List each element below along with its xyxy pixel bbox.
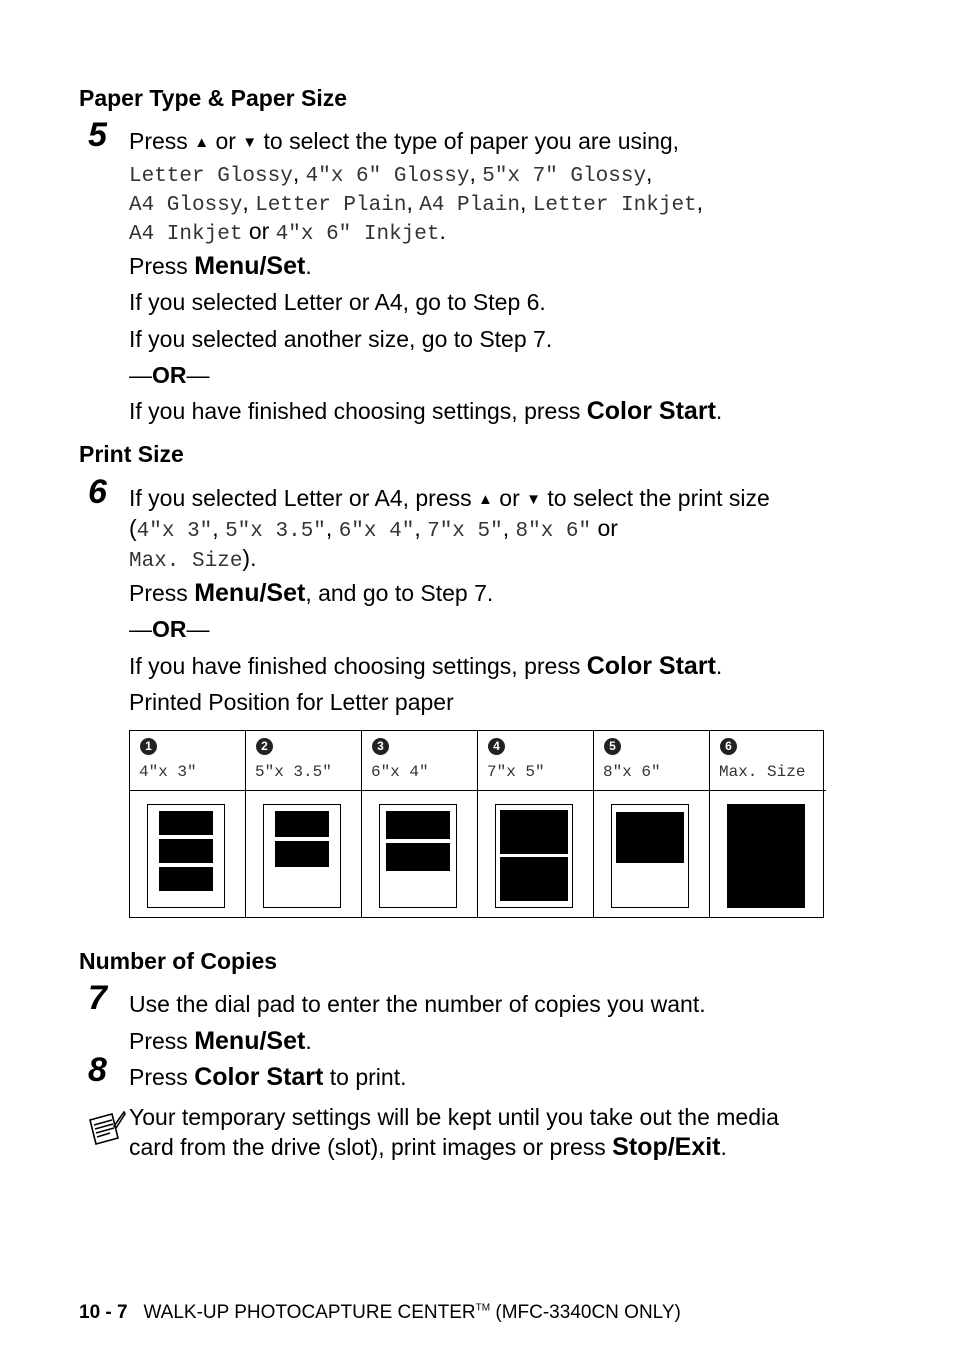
circled-number-4: 4 <box>488 738 505 755</box>
or-text: or <box>215 128 236 154</box>
print-size-label: 8"x 6" <box>603 763 661 781</box>
option-a4-glossy: A4 Glossy <box>129 194 243 217</box>
up-arrow-icon: ▲ <box>194 134 210 151</box>
step6-intro: If you selected Letter or A4, press ▲ or ▼ to select the print size <box>129 485 770 511</box>
photo-block <box>386 811 450 839</box>
circled-number-1: 1 <box>140 738 157 755</box>
print-size-cell-3 <box>362 731 478 918</box>
option-a4-inkjet: A4 Inkjet <box>129 223 243 246</box>
letter-paper-outline <box>263 804 341 908</box>
section-heading-print-size: Print Size <box>79 441 184 467</box>
photo-block <box>616 812 684 863</box>
circled-number-3: 3 <box>372 738 389 755</box>
press-text: Press <box>129 128 188 154</box>
menu-set-key: Menu/Set <box>194 579 306 607</box>
option-4x6-inkjet: 4"x 6" Inkjet <box>275 223 440 246</box>
size-max: Max. Size <box>129 550 243 573</box>
size-4x3: 4"x 3" <box>136 520 213 543</box>
photo-block <box>159 839 213 863</box>
note-line-1: Your temporary settings will be kept until you take out the media <box>129 1104 779 1130</box>
print-size-label: 5"x 3.5" <box>255 763 332 781</box>
circled-number-5: 5 <box>604 738 621 755</box>
step5-if-letter: If you selected Letter or A4, go to Step 6. <box>129 289 546 315</box>
step5-intro <box>129 128 679 155</box>
footer-model: (MFC-3340CN ONLY) <box>495 1302 681 1323</box>
stop-exit-key: Stop/Exit <box>612 1133 721 1161</box>
print-size-cell-5 <box>594 731 710 918</box>
menu-set-key: Menu/Set <box>194 252 306 280</box>
trademark: TM <box>475 1302 491 1314</box>
step6-press-menu-set: Press Menu/Set, and go to Step 7. <box>129 579 494 607</box>
or-divider: —OR— <box>129 362 210 388</box>
letter-paper-outline <box>147 804 225 908</box>
option-a4-plain: A4 Plain <box>419 194 521 217</box>
section-heading-copies: Number of Copies <box>79 948 278 974</box>
paper-type-options-line2: A4 Glossy, Letter Plain, A4 Plain, Letter Inkjet, <box>129 189 704 217</box>
size-5x3-5: 5"x 3.5" <box>225 520 326 543</box>
down-arrow-icon: ▼ <box>242 134 258 151</box>
step7-press-menu-set: Press Menu/Set. <box>129 1027 312 1055</box>
letter-paper-outline <box>379 804 457 908</box>
circled-number-2: 2 <box>256 738 273 755</box>
printed-position-caption: Printed Position for Letter paper <box>129 689 454 715</box>
step-number-6: 6 <box>88 473 107 511</box>
option-letter-inkjet: Letter Inkjet <box>532 194 697 217</box>
step8-text: Press Color Start to print. <box>129 1063 407 1091</box>
step-number-5: 5 <box>88 116 107 154</box>
down-arrow-icon: ▼ <box>526 491 541 508</box>
letter-paper-outline <box>495 804 573 908</box>
note-line-2: card from the drive (slot), print images or press Stop/Exit. <box>129 1133 727 1161</box>
size-7x5: 7"x 5" <box>427 520 503 543</box>
size-6x4: 6"x 4" <box>338 520 415 543</box>
photo-block <box>159 867 213 891</box>
print-size-options-line2: Max. Size). <box>129 545 257 573</box>
step5-press-menu-set: Press Menu/Set. <box>129 252 312 280</box>
or-divider: —OR— <box>129 616 210 642</box>
section-heading-paper-type: Paper Type & Paper Size <box>79 85 348 111</box>
page-number: 10 - 7 <box>79 1302 128 1323</box>
note-memo-icon <box>86 1108 126 1148</box>
photo-block <box>500 810 568 854</box>
print-size-options-line1: (4"x 3", 5"x 3.5", 6"x 4", 7"x 5", 8"x 6" or <box>129 515 618 543</box>
step5-finished: If you have finished choosing settings, press Color Start. <box>129 397 723 425</box>
print-size-cell-1 <box>130 731 246 918</box>
size-8x6: 8"x 6" <box>515 520 592 543</box>
footer-title: WALK-UP PHOTOCAPTURE CENTER <box>143 1302 476 1323</box>
paper-type-options-line1: Letter Glossy, 4"x 6" Glossy, 5"x 7" Glossy, <box>129 160 653 188</box>
option-letter-glossy: Letter Glossy <box>129 165 293 188</box>
option-letter-plain: Letter Plain <box>255 194 407 217</box>
photo-block <box>159 811 213 835</box>
option-4x6-glossy: 4"x 6" Glossy <box>305 165 470 188</box>
page-footer <box>79 1302 681 1324</box>
step6-finished: If you have finished choosing settings, press Color Start. <box>129 652 723 680</box>
step7-text: Use the dial pad to enter the number of copies you want. <box>129 991 706 1017</box>
print-size-label: 7"x 5" <box>487 763 545 781</box>
print-size-label: 6"x 4" <box>371 763 429 781</box>
step-number-8: 8 <box>88 1051 107 1089</box>
color-start-key: Color Start <box>194 1063 324 1091</box>
print-size-cell-6 <box>710 731 826 918</box>
letter-paper-outline <box>611 804 689 908</box>
step-number-7: 7 <box>88 979 107 1017</box>
photo-block <box>275 811 329 837</box>
color-start-key: Color Start <box>586 652 716 680</box>
photo-block <box>500 857 568 901</box>
option-5x7-glossy: 5"x 7" Glossy <box>482 165 647 188</box>
up-arrow-icon: ▲ <box>478 491 493 508</box>
step5-intro-text: to select the type of paper you are using, <box>263 128 680 154</box>
print-size-diagram <box>129 730 824 918</box>
photo-block <box>275 841 329 867</box>
menu-set-key: Menu/Set <box>194 1027 306 1055</box>
step5-if-other: If you selected another size, go to Step 7. <box>129 326 553 352</box>
color-start-key: Color Start <box>586 397 716 425</box>
print-size-label: Max. Size <box>719 763 806 781</box>
or-text: or <box>248 218 270 244</box>
letter-paper-full-bleed <box>727 804 805 908</box>
photo-block <box>386 843 450 871</box>
print-size-label: 4"x 3" <box>139 763 197 781</box>
circled-number-6: 6 <box>720 738 737 755</box>
paper-type-options-line3: A4 Inkjet or 4"x 6" Inkjet. <box>129 218 446 246</box>
print-size-cell-4 <box>478 731 594 918</box>
print-size-cell-2 <box>246 731 362 918</box>
